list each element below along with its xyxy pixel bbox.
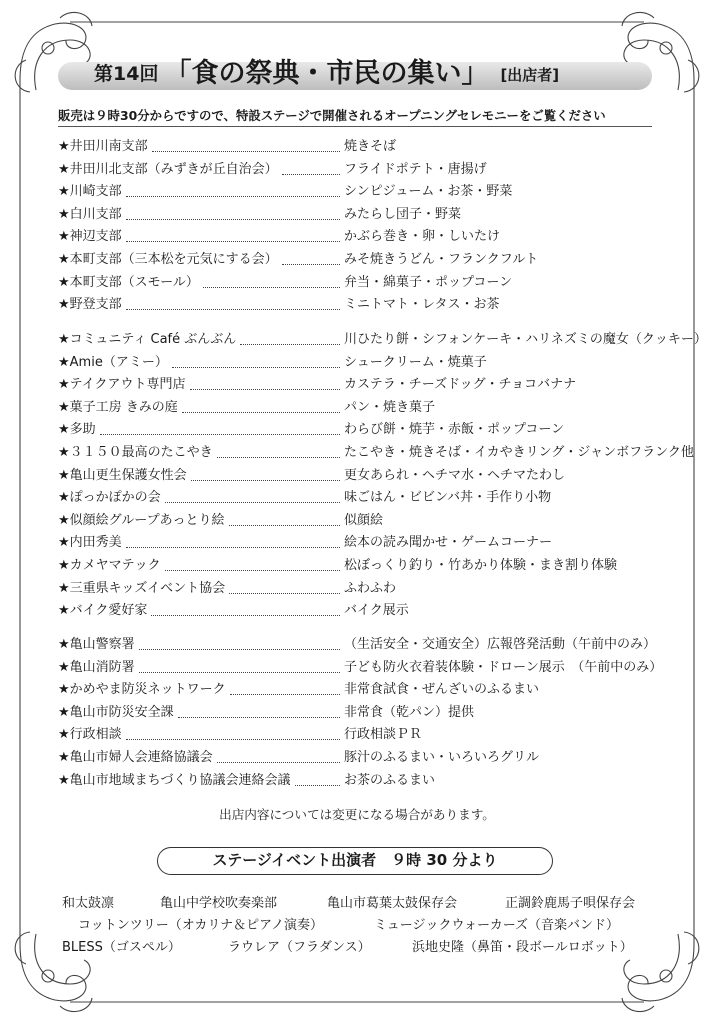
dot-leader [282,264,340,265]
vendor-group-shops [58,329,707,623]
page-title [94,48,654,94]
vendor-item: みそ焼きうどん・フランクフルト [344,251,539,267]
dot-leader [203,287,340,288]
vendor-row [58,442,694,465]
vendor-item: たこやき・焼きそば・イカやきリング・ジャンボフランク他 [344,444,694,460]
vendor-name: ★亀山市婦人会連絡協議会 [58,749,213,765]
vendor-name: ★亀山消防署 [58,659,135,675]
dot-leader [229,525,340,526]
vendor-item: フライドポテト・唐揚げ [344,161,487,177]
change-disclaimer: 出店内容については変更になる場合があります。 [219,807,495,822]
performer: 浜地史隆（鼻笛・段ボールロボット） [412,940,633,955]
vendor-name: ★川崎支部 [58,184,122,200]
vendor-name: ★亀山更生保護女性会 [58,467,187,483]
vendor-name: ★本町支部（三本松を元気にする会） [58,251,278,267]
dot-leader [217,457,340,458]
vendor-name: ★コミュニティ Café ぶんぶん [58,332,237,347]
dot-leader [152,151,340,152]
stage-events-heading: ステージイベント出演者 ９時 30 分より [157,847,553,875]
vendors-label: [出店者] [500,66,560,84]
vendor-row [58,555,658,578]
vendor-row [58,272,658,295]
vendor-row [58,181,658,204]
vendor-item: シュークリーム・焼菓子 [344,354,487,370]
vendor-item: バイク展示 [344,603,409,619]
vendor-row [58,249,658,272]
vendor-name: ★行政相談 [58,727,122,743]
vendor-row [58,374,658,397]
vendor-row [58,770,658,793]
vendor-row [58,657,663,680]
vendor-row [58,226,658,249]
dot-leader [126,196,340,197]
performer: 正調鈴鹿馬子唄保存会 [505,896,636,911]
vendor-name: ★本町支部（スモール） [58,274,199,290]
dot-leader [282,174,340,175]
dot-leader [151,615,340,616]
vendor-item: わらび餅・焼芋・赤飯・ポップコーン [344,422,565,438]
vendor-row [58,578,658,601]
vendor-item: 焼きそば [344,139,397,154]
dot-leader [139,672,340,673]
vendor-group-public [58,634,663,792]
dot-leader [126,309,340,310]
dot-leader [126,739,340,740]
notice-underline [58,126,652,127]
vendor-row [58,136,658,159]
dot-leader [229,593,340,594]
vendor-row [58,329,707,352]
vendor-row [58,634,658,657]
opening-notice: 販売は９時30分からですので、特設ステージで開催されるオープニングセレモニーをご覧ください [58,108,606,123]
dot-leader [172,367,340,368]
event-title: 「食の祭典・市民の集い」 [164,58,489,89]
vendor-item: ふわふわ [344,580,397,596]
dot-leader [139,649,340,650]
vendor-item: シンピジューム・お茶・野菜 [344,184,513,200]
vendor-row [58,487,658,510]
vendor-name: ★菓子工房 きみの庭 [58,399,178,415]
vendor-item: 味ごはん・ビビンバ丼・手作り小物 [344,490,552,506]
edition-label: 第14回 [94,63,159,85]
vendor-item: パン・焼き菓子 [344,399,436,415]
vendor-name: ★テイクアウト専門店 [58,377,186,393]
vendor-row [58,294,658,317]
vendor-item: 弁当・綿菓子・ポップコーン [344,274,513,290]
vendor-row [58,702,658,725]
performer: BLESS（ゴスペル） [62,940,181,955]
vendor-name: ★野登支部 [58,297,122,313]
vendor-item: カステラ・チーズドッグ・チョコバナナ [344,377,577,393]
performer: 和太鼓凛 [62,896,115,911]
vendor-name: ★多助 [58,422,96,438]
dot-leader [191,480,340,481]
vendor-row [58,724,658,747]
dot-leader [100,434,340,435]
dot-leader [190,389,340,390]
dot-leader [126,219,340,220]
performer: ミュージックウォーカーズ（音楽バンド） [374,918,620,933]
vendor-item: 更女あられ・ヘチマ水・ヘチマたわし [344,467,566,483]
vendor-name: ★Amie（アミー） [58,354,168,370]
vendor-name: ★似顔絵グループあっとり絵 [58,512,225,528]
dot-leader [240,344,340,345]
vendor-name: ★亀山市防災安全課 [58,704,174,720]
vendor-row [58,532,658,555]
vendor-name: ★内田秀美 [58,535,122,551]
vendor-name: ★ぽっかぽかの会 [58,490,161,506]
vendor-item: （生活安全・交通安全）広報啓発活動（午前中のみ） [344,637,657,652]
vendor-row [58,159,658,182]
vendor-name: ★井田川北支部（みずきが丘自治会） [58,161,278,177]
vendor-item: ミニトマト・レタス・お茶 [344,297,500,313]
vendor-item: 松ぼっくり釣り・竹あかり体験・まき割り体験 [344,557,618,573]
dot-leader [126,241,340,242]
vendor-item: 絵本の読み聞かせ・ゲームコーナー [344,535,553,551]
dot-leader [178,717,340,718]
performer: ラウレア（フラダンス） [228,940,371,955]
vendor-name: ★三重県キッズイベント協会 [58,580,226,596]
dot-leader [126,547,340,548]
vendor-row [58,679,658,702]
performer: コットンツリー（オカリナ＆ピアノ演奏） [78,918,324,933]
vendor-name: ★亀山警察署 [58,637,135,652]
dot-leader [165,570,340,571]
vendor-item: 非常食（乾パン）提供 [344,704,475,720]
vendor-name: ★亀山市地域まちづくり協議会連絡会議 [58,772,291,788]
dot-leader [230,694,340,695]
vendor-row [58,352,658,375]
vendor-item: 川ひたり餅・シフォンケーキ・ハリネズミの魔女（クッキー） [344,332,707,347]
vendor-row [58,419,658,442]
vendor-group-branches [58,136,658,317]
vendor-row [58,465,658,488]
vendor-name: ★３１５０最高のたこやき [58,444,213,460]
vendor-row [58,397,658,420]
vendor-name: ★神辺支部 [58,229,122,245]
vendor-item: みたらし団子・野菜 [344,206,462,222]
performer: 亀山中学校吹奏楽部 [160,896,278,911]
vendor-name: ★白川支部 [58,206,122,222]
vendor-row [58,204,658,227]
vendor-item: 似顔絵 [344,512,384,528]
vendor-name: ★カメヤマテック [58,557,161,573]
vendor-name: ★井田川南支部 [58,139,148,154]
vendor-row [58,510,658,533]
vendor-item: お茶のふるまい [344,772,436,788]
vendor-item: 豚汁のふるまい・いろいろグリル [344,749,540,765]
dot-leader [165,502,340,503]
dot-leader [217,762,340,763]
vendor-item: 非常食試食・ぜんざいのふるまい [344,682,540,698]
vendor-row [58,600,658,623]
dot-leader [182,412,340,413]
vendor-row [58,747,658,770]
vendor-name: ★バイク愛好家 [58,603,148,619]
vendor-item: かぶら巻き・卵・しいたけ [344,229,501,245]
performer: 亀山市葛葉太鼓保存会 [327,896,458,911]
vendor-name: ★かめやま防災ネットワーク [58,682,226,698]
vendor-item: 子ども防火衣着装体験・ドローン展示 （午前中のみ） [344,659,663,675]
dot-leader [295,785,340,786]
vendor-item: 行政相談ＰＲ [344,727,423,743]
